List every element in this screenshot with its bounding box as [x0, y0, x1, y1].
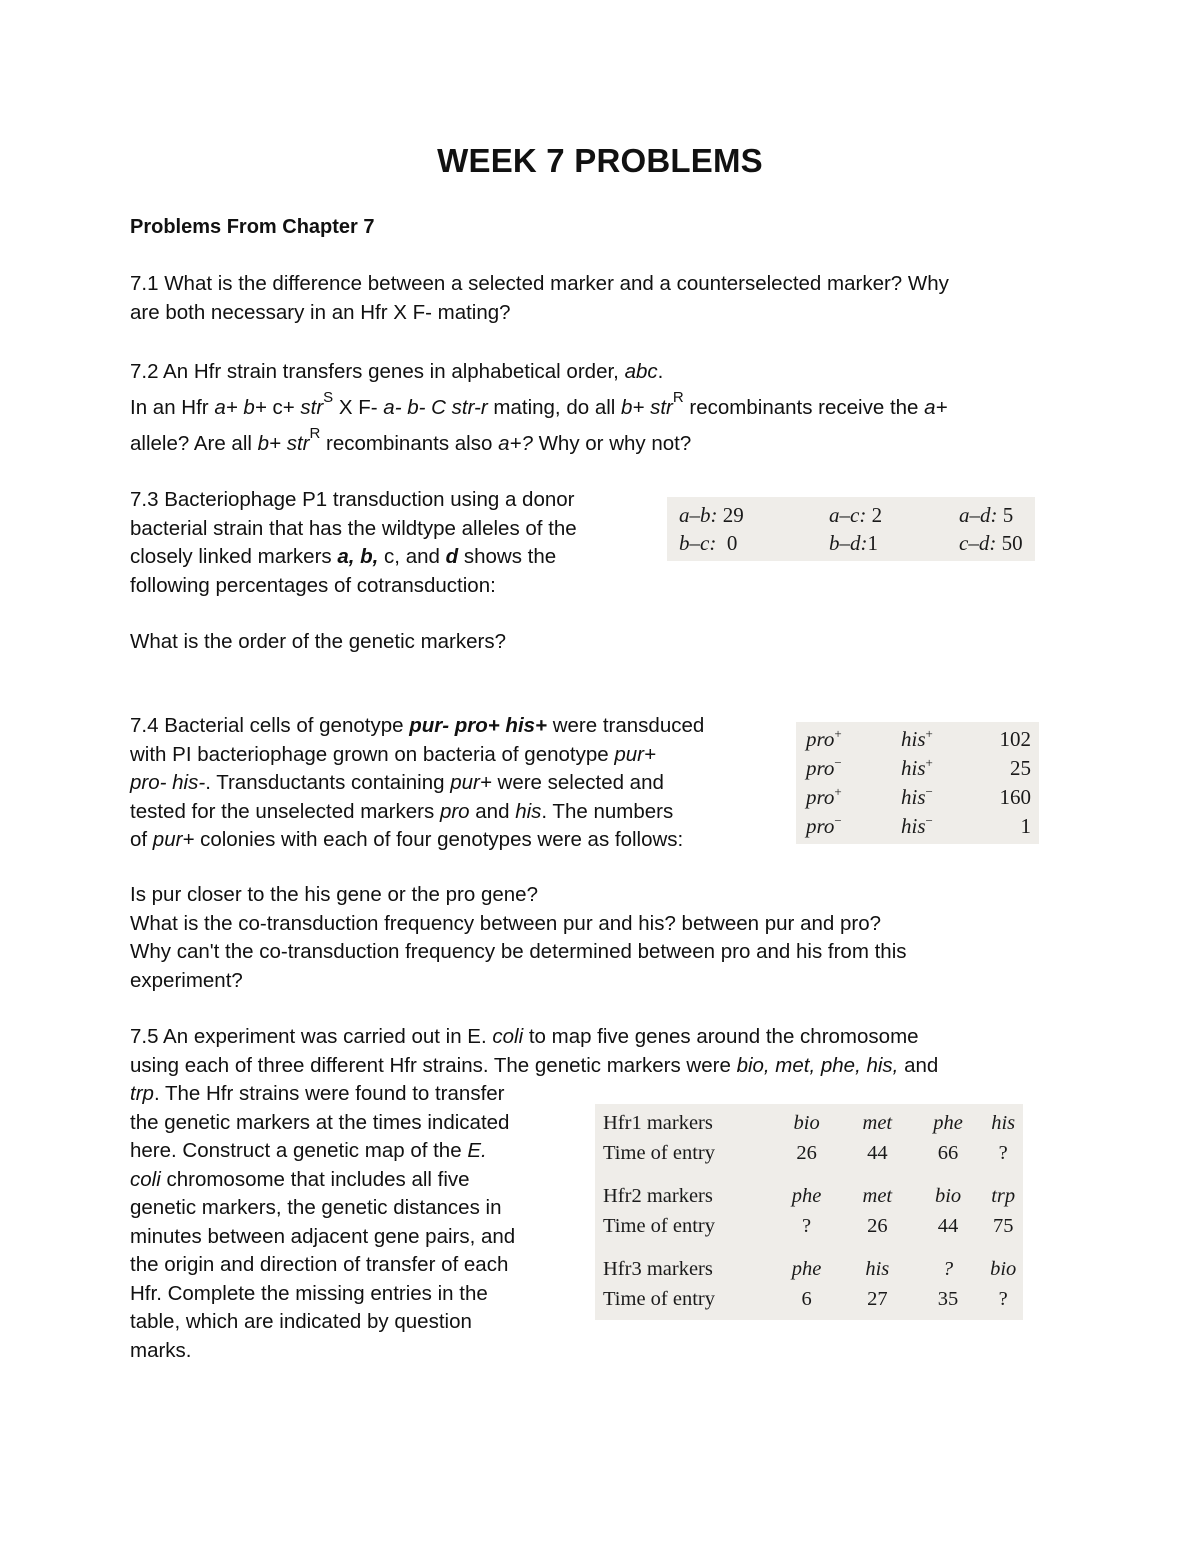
problem-7-2-line-2: In an Hfr a+ b+ c+ str$^S$ X F- a- b- C str-r mating, do all b+ str$^R$ recombinants receive the a+ [130, 389, 948, 419]
problem-7-5-line-5: here. Construct a genetic map of the E. [130, 1139, 487, 1162]
problem-7-5-line-1: 7.5 An experiment was carried out in E. coli to map five genes around the chromosome [130, 1025, 919, 1048]
problem-7-5-line-12: marks. [130, 1338, 192, 1362]
problem-7-4-question-3: Why can't the co-transduction frequency be determined between pro and his from this [130, 940, 907, 963]
problem-7-5-line-4: the genetic markers at the times indicated [130, 1110, 510, 1134]
problem-7-2-line-1: 7.2 An Hfr strain transfers genes in alphabetical order, abc. [130, 360, 664, 383]
page-title: WEEK 7 PROBLEMS [437, 142, 763, 179]
problem-7-2-line-3: allele? Are all b+ str$^R$ recombinants also a+? Why or why not? [130, 425, 692, 455]
problem-7-4-question-1: Is pur closer to the his gene or the pro gene? [130, 883, 538, 906]
hfr-entry-times-table [595, 1104, 1023, 1320]
hfr1-times-row: Time of entry 26 44 66 ? [603, 1141, 1008, 1164]
genotype-row: pro+ his− 160 [806, 784, 1031, 809]
chapter-heading: Problems From Chapter 7 [130, 216, 375, 238]
problem-7-2 [130, 354, 948, 462]
problem-7-5-line-10: Hfr. Complete the missing entries in the [130, 1281, 488, 1305]
problem-7-3-line-4: following percentages of cotransduction: [130, 573, 496, 597]
problem-7-3 [130, 486, 577, 600]
problem-7-5-line-11: table, which are indicated by question [130, 1310, 472, 1333]
genotype-row: pro+ his+ 102 [806, 726, 1031, 751]
hfr2-times-row: Time of entry ? 26 44 75 [603, 1214, 1014, 1237]
problem-7-1-line-2: are both necessary in an Hfr X F- mating? [130, 300, 511, 324]
problem-7-3-line-3: closely linked markers a, b, c, and d shows the [130, 545, 557, 568]
cotransduction-table: a–b: 29 a–c: 2 a–d: 5 b–c: 0 b–d:1 c–d: 50 [667, 497, 1035, 561]
problem-7-4-line-1: 7.4 Bacterial cells of genotype pur- pro+ his+ were transduced [130, 714, 705, 737]
problem-7-5-line-6: coli chromosome that includes all five [130, 1167, 470, 1191]
hfr3-times-row: Time of entry 6 27 35 ? [603, 1287, 1008, 1310]
problem-7-5-line-8: minutes between adjacent gene pairs, and [130, 1224, 516, 1248]
hfr1-markers-row: Hfr1 markers bio met phe his [603, 1112, 1016, 1134]
problem-7-3-line-2: bacterial strain that has the wildtype alleles of the [130, 516, 577, 540]
problem-7-1 [130, 270, 949, 327]
genotype-row: pro− his+ 25 [806, 755, 1031, 780]
problem-7-5-line-2: using each of three different Hfr strains. The genetic markers were bio, met, phe, his, and [130, 1053, 939, 1077]
problem-7-5-line-3: trp. The Hfr strains were found to transfer [130, 1082, 505, 1105]
hfr3-markers-row: Hfr3 markers phe his ? bio [603, 1258, 1017, 1280]
problem-7-4-question-2: What is the co-transduction frequency between pur and his? between pur and pro? [130, 911, 881, 935]
problem-7-4 [130, 712, 704, 855]
problem-7-4-question-4: experiment? [130, 968, 243, 992]
problem-7-3-question: What is the order of the genetic markers? [130, 630, 507, 653]
problem-7-4-questions [130, 881, 907, 995]
problem-7-4-line-3: pro- his-. Transductants containing pur+ were selected and [130, 771, 664, 794]
problem-7-4-line-2: with PI bacteriophage grown on bacteria of genotype pur+ [130, 742, 656, 766]
problem-7-3-line-1: 7.3 Bacteriophage P1 transduction using a donor [130, 488, 575, 511]
genotype-row: pro− his− 1 [806, 813, 1031, 838]
problem-7-4-line-5: of pur+ colonies with each of four genotypes were as follows: [130, 828, 684, 851]
transductant-counts-table [796, 722, 1039, 844]
problem-7-5-line-9: the origin and direction of transfer of each [130, 1253, 509, 1276]
hfr2-markers-row: Hfr2 markers phe met bio trp [603, 1185, 1016, 1207]
problem-7-1-line-1: 7.1 What is the difference between a selected marker and a counterselected marker? Why [130, 272, 949, 295]
problem-7-4-line-4: tested for the unselected markers pro and his. The numbers [130, 799, 674, 823]
problem-7-5-line-7: genetic markers, the genetic distances in [130, 1196, 502, 1219]
